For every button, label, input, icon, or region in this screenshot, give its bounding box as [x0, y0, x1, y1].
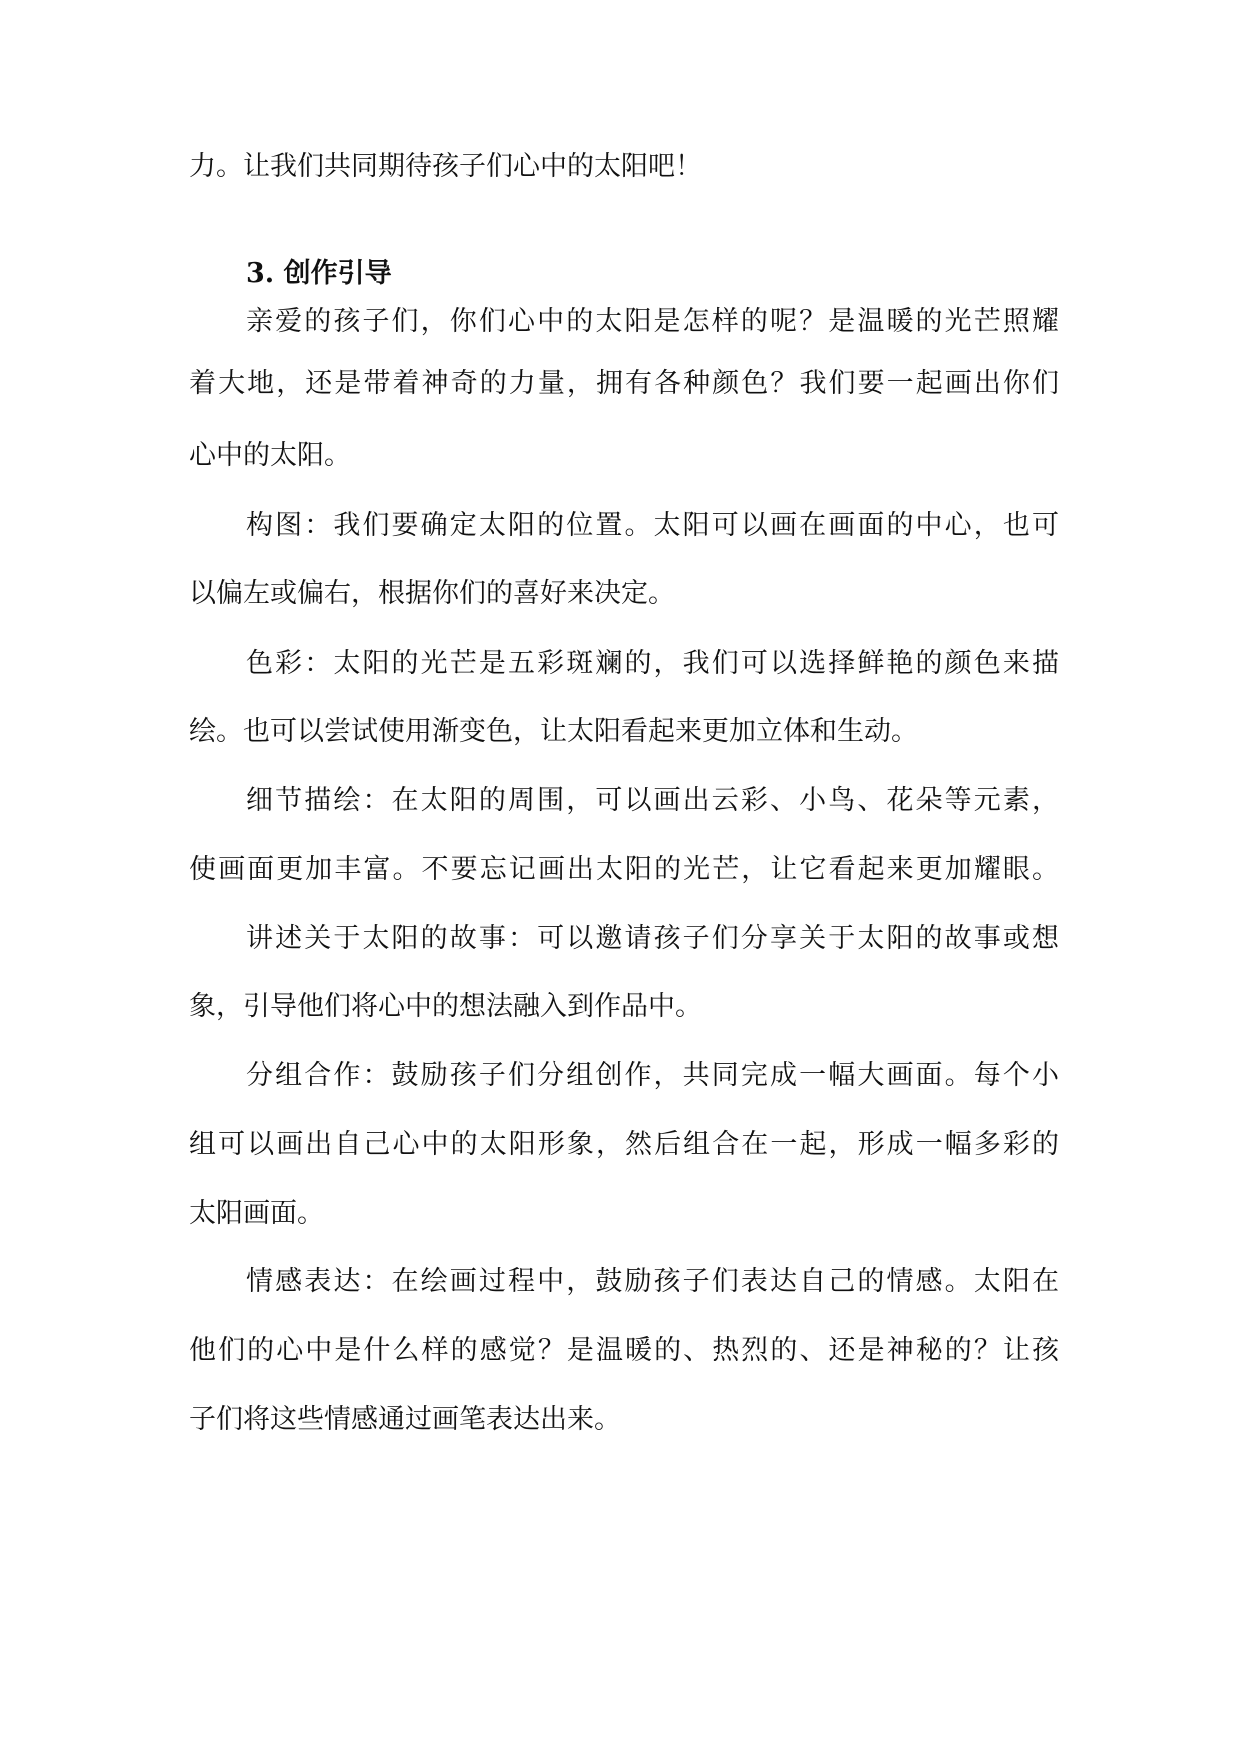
paragraph-line: 构图：我们要确定太阳的位置。太阳可以画在画面的中心，也可 — [246, 510, 1059, 541]
paragraph-line: 细节描绘：在太阳的周围，可以画出云彩、小鸟、花朵等元素， — [246, 785, 1059, 816]
section-heading: 3. 创作引导 — [246, 258, 392, 289]
paragraph-line: 他们的心中是什么样的感觉？是温暖的、热烈的、还是神秘的？让孩 — [189, 1335, 1059, 1366]
paragraph-line: 绘。也可以尝试使用渐变色，让太阳看起来更加立体和生动。 — [189, 716, 918, 747]
paragraph-line: 分组合作：鼓励孩子们分组创作，共同完成一幅大画面。每个小 — [246, 1060, 1059, 1091]
paragraph-line: 组可以画出自己心中的太阳形象，然后组合在一起，形成一幅多彩的 — [189, 1129, 1059, 1160]
paragraph-line: 子们将这些情感通过画笔表达出来。 — [189, 1404, 621, 1435]
paragraph-line: 心中的太阳。 — [189, 440, 351, 471]
paragraph-line: 着大地，还是带着神奇的力量，拥有各种颜色？我们要一起画出你们 — [189, 368, 1059, 399]
paragraph-line: 情感表达：在绘画过程中，鼓励孩子们表达自己的情感。太阳在 — [246, 1266, 1059, 1297]
paragraph-line: 使画面更加丰富。不要忘记画出太阳的光芒，让它看起来更加耀眼。 — [189, 854, 1059, 885]
paragraph-line: 象，引导他们将心中的想法融入到作品中。 — [189, 991, 702, 1022]
paragraph-line: 以偏左或偏右，根据你们的喜好来决定。 — [189, 578, 675, 609]
paragraph-line: 色彩：太阳的光芒是五彩斑斓的，我们可以选择鲜艳的颜色来描 — [246, 648, 1059, 679]
paragraph-line: 力。让我们共同期待孩子们心中的太阳吧！ — [189, 151, 702, 182]
paragraph-line: 讲述关于太阳的故事：可以邀请孩子们分享关于太阳的故事或想 — [246, 923, 1059, 954]
paragraph-line: 亲爱的孩子们，你们心中的太阳是怎样的呢？是温暖的光芒照耀 — [246, 306, 1059, 337]
paragraph-line: 太阳画面。 — [189, 1198, 324, 1229]
